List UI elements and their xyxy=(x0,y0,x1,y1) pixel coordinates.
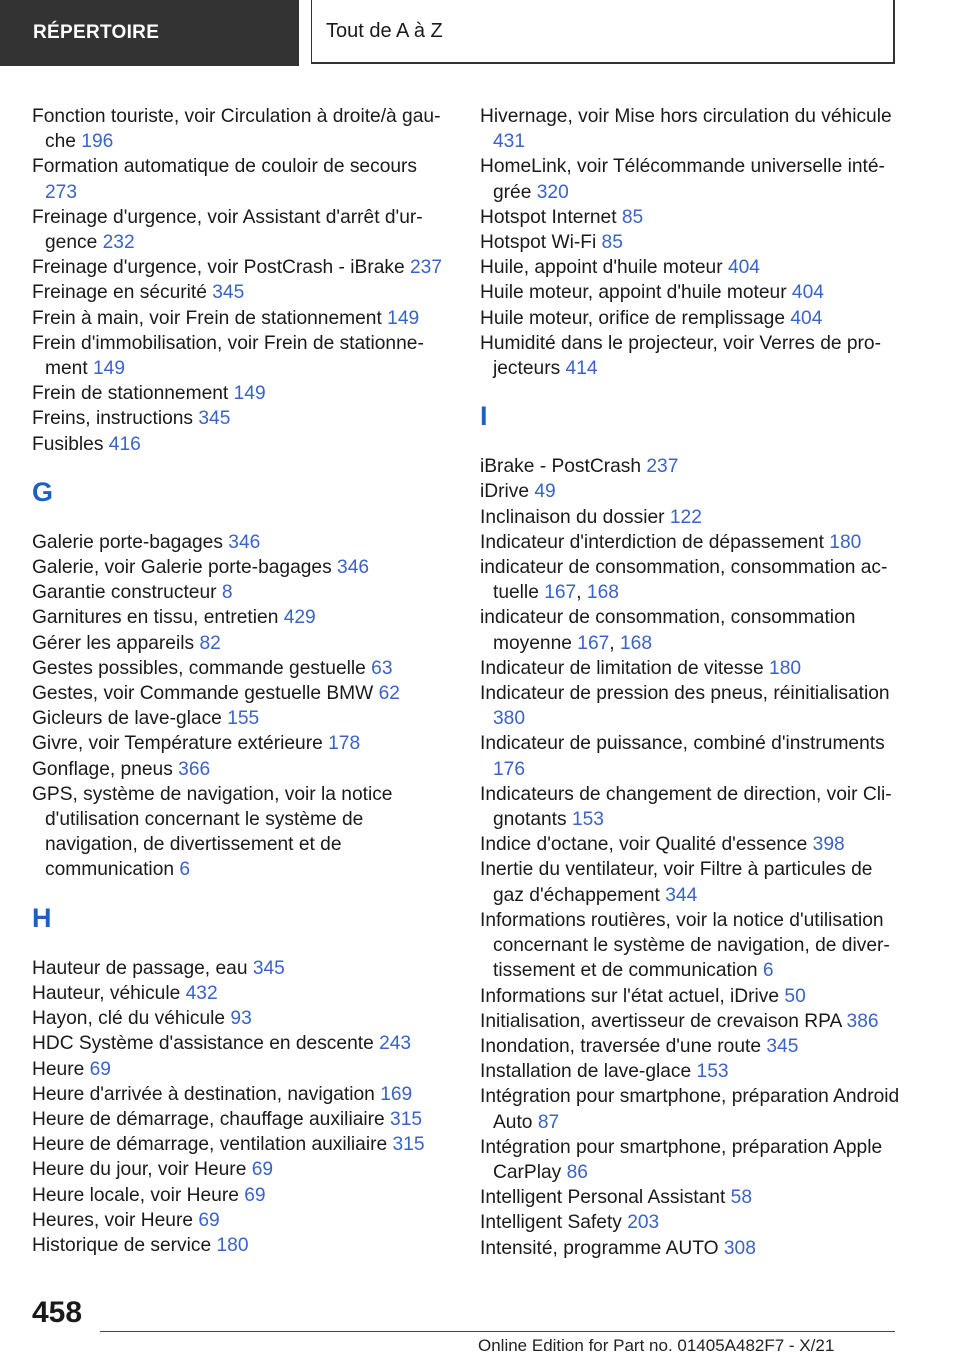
index-entry xyxy=(480,1210,900,1235)
page-link[interactable]: 168 xyxy=(619,632,652,654)
page-link[interactable]: 345 xyxy=(252,957,285,979)
index-entry xyxy=(480,1009,900,1034)
index-entry xyxy=(480,731,900,781)
page-link[interactable]: 63 xyxy=(371,657,393,679)
index-entry-text: Fonction touriste, voir Circulation à droite/à gauche xyxy=(32,106,441,153)
page-link[interactable]: 69 xyxy=(244,1184,266,1206)
page-link[interactable]: 416 xyxy=(108,433,141,455)
page-number: 458 xyxy=(32,1296,83,1329)
index-entry xyxy=(32,381,447,406)
page-link[interactable]: 6 xyxy=(179,859,191,881)
index-entry-text: Frein de stationnement xyxy=(32,383,229,405)
index-entry xyxy=(480,154,900,204)
index-entry-text: Formation automatique de couloir de secours xyxy=(32,156,418,178)
page-link[interactable]: 180 xyxy=(216,1234,249,1256)
index-entry xyxy=(32,555,447,580)
index-entry-text: Galerie, voir Galerie porte-bagages xyxy=(32,557,332,579)
page-link[interactable]: 346 xyxy=(228,531,261,553)
index-entry-text: Gérer les appareils xyxy=(32,632,195,654)
page-link[interactable]: 243 xyxy=(379,1033,412,1055)
index-entry xyxy=(480,1236,900,1261)
index-letter-heading: G xyxy=(32,476,54,507)
index-entry-text: Freinage en sécurité xyxy=(32,282,207,304)
index-entry xyxy=(32,331,447,381)
page-link[interactable]: 62 xyxy=(378,683,400,705)
page-link[interactable]: 69 xyxy=(89,1058,111,1080)
page-link[interactable]: 169 xyxy=(380,1083,413,1105)
index-entry-text: Galerie porte-bagages xyxy=(32,531,223,553)
page-separator: , xyxy=(576,582,582,604)
index-entry xyxy=(32,406,447,431)
index-entry xyxy=(480,1084,900,1134)
index-entry-text: Frein à main, voir Frein de stationnement xyxy=(32,307,382,329)
index-entry-text: Heure de démarrage, ventilation auxiliaire xyxy=(32,1134,388,1156)
index-entry-text: Informations sur l'état actuel, iDrive xyxy=(480,985,780,1007)
page-link[interactable]: 167 xyxy=(544,582,577,604)
index-entry xyxy=(32,757,447,782)
index-entry-text: Hauteur, véhicule xyxy=(32,982,181,1004)
page-link[interactable]: 85 xyxy=(621,206,644,228)
index-column-left xyxy=(32,104,447,1258)
page-link[interactable]: 346 xyxy=(337,557,370,579)
index-entry-text: Inondation, traversée d'une route xyxy=(480,1035,762,1057)
index-entry xyxy=(32,1233,447,1258)
page-link[interactable]: 155 xyxy=(227,708,260,730)
index-column-right xyxy=(480,104,900,1261)
index-entry-text: Huile moteur, orifice de remplissage xyxy=(480,307,786,329)
page-link[interactable]: 404 xyxy=(790,307,823,329)
index-entry-text: Humidité dans le projecteur, voir Verres de projecteurs xyxy=(480,332,881,380)
page-link[interactable]: 196 xyxy=(81,131,114,153)
index-entry-text: Fusibles xyxy=(32,433,104,455)
page-link[interactable]: 386 xyxy=(846,1010,879,1032)
index-entry-text: Frein d'immobilisation, voir Frein de stationnement xyxy=(32,332,424,380)
index-entry xyxy=(480,280,900,305)
page-separator: , xyxy=(609,632,615,654)
page-link[interactable]: 149 xyxy=(387,307,420,329)
index-entry xyxy=(480,479,900,504)
index-entry-text: Heures, voir Heure xyxy=(32,1209,194,1231)
page-link[interactable]: 153 xyxy=(696,1061,729,1083)
index-entry-text: indicateur de consommation, consommation actuelle xyxy=(480,557,888,604)
index-entry-text: Hotspot Wi-Fi xyxy=(480,232,597,254)
page-link[interactable]: 273 xyxy=(45,181,78,203)
index-entry xyxy=(480,306,900,331)
page-link[interactable]: 237 xyxy=(646,456,679,478)
index-entry-text: Freinage d'urgence, voir Assistant d'arrêt d'urgence xyxy=(32,206,423,254)
page-link[interactable]: 168 xyxy=(586,582,619,604)
page-link[interactable]: 237 xyxy=(410,257,443,279)
index-entry xyxy=(32,1057,447,1082)
index-entry xyxy=(480,605,900,655)
index-entry-text: Installation de lave-glace xyxy=(480,1061,692,1083)
index-entry-text: indicateur de consommation, consommation moyenne xyxy=(480,607,856,654)
index-entry xyxy=(32,530,447,555)
index-entry xyxy=(32,255,447,280)
index-entry-text: Informations routières, voir la notice d'utilisation concernant le système de navigation, de divertissement et de communication xyxy=(480,909,890,982)
index-entry xyxy=(480,331,900,381)
page-link[interactable]: 178 xyxy=(328,733,361,755)
index-entry-text: Hauteur de passage, eau xyxy=(32,957,248,979)
index-entry xyxy=(480,454,900,479)
page-link[interactable]: 58 xyxy=(730,1187,753,1209)
page-link[interactable]: 320 xyxy=(536,181,569,203)
index-entry xyxy=(32,432,447,457)
index-entry xyxy=(480,1034,900,1059)
page-link[interactable]: 344 xyxy=(665,884,698,906)
footer-edition-text: Online Edition for Part no. 01405A482F7 - X/21 xyxy=(478,1336,835,1355)
index-letter-heading: I xyxy=(480,401,488,432)
page-link[interactable]: 8 xyxy=(221,582,233,604)
page-link[interactable]: 429 xyxy=(283,607,316,629)
index-entry xyxy=(32,956,447,981)
page-link[interactable]: 85 xyxy=(601,232,623,254)
index-entry xyxy=(480,656,900,681)
index-entry xyxy=(32,104,447,154)
page-link[interactable]: 180 xyxy=(829,531,862,553)
index-entry xyxy=(32,154,447,204)
index-entry xyxy=(32,981,447,1006)
index-entry-text: Heure du jour, voir Heure xyxy=(32,1159,247,1181)
page-link[interactable]: 122 xyxy=(669,506,702,528)
page-link[interactable]: 69 xyxy=(251,1159,274,1181)
index-entry-text: Freins, instructions xyxy=(32,408,194,430)
index-entry xyxy=(32,205,447,255)
page-link[interactable]: 49 xyxy=(534,481,556,503)
index-entry-text: iDrive xyxy=(480,481,530,503)
page-link[interactable]: 398 xyxy=(812,834,845,856)
page-link[interactable]: 149 xyxy=(93,358,126,380)
index-entry-text: Huile moteur, appoint d'huile moteur xyxy=(480,282,787,304)
index-entry-text: Indicateurs de changement de direction, voir Clignotants xyxy=(480,783,892,831)
index-entry xyxy=(32,1082,447,1107)
index-entry xyxy=(480,1185,900,1210)
index-entry-text: Heure locale, voir Heure xyxy=(32,1184,239,1206)
page-link[interactable]: 345 xyxy=(198,408,231,430)
page-link[interactable]: 82 xyxy=(199,632,221,654)
page-link[interactable]: 176 xyxy=(493,758,526,780)
index-entry xyxy=(32,1132,447,1157)
page-link[interactable]: 308 xyxy=(723,1237,756,1259)
index-entry xyxy=(480,230,900,255)
page-link[interactable]: 167 xyxy=(577,632,610,654)
index-entry-text: Indicateur de limitation de vitesse xyxy=(480,657,764,679)
page-link[interactable]: 93 xyxy=(230,1008,252,1030)
index-entry-text: Heure de démarrage, chauffage auxiliaire xyxy=(32,1108,385,1130)
page-link[interactable]: 87 xyxy=(537,1111,560,1133)
index-entry xyxy=(480,104,900,154)
index-entry-text: Hivernage, voir Mise hors circulation du véhicule xyxy=(480,106,892,127)
index-entry-text: iBrake - PostCrash xyxy=(480,456,642,478)
index-entry-text: Intégration pour smartphone, préparation Apple CarPlay xyxy=(480,1136,883,1183)
index-entry-text: Inertie du ventilateur, voir Filtre à particules de gaz d'échappement xyxy=(480,859,873,906)
index-entry xyxy=(32,631,447,656)
index-entry xyxy=(32,1031,447,1056)
index-entry-text: HomeLink, voir Télécommande universelle intégrée xyxy=(480,156,885,203)
index-entry xyxy=(32,1107,447,1132)
page-link[interactable]: 315 xyxy=(392,1134,425,1156)
page-link[interactable]: 232 xyxy=(102,232,135,254)
index-entry xyxy=(32,306,447,331)
page-link[interactable]: 69 xyxy=(198,1209,220,1231)
page-link[interactable]: 50 xyxy=(784,985,806,1007)
page-link[interactable]: 431 xyxy=(493,131,526,153)
chapter-title-tab[interactable]: Tout de A à Z xyxy=(311,0,895,64)
page-link[interactable]: 315 xyxy=(390,1108,423,1130)
page-link[interactable]: 153 xyxy=(571,809,604,831)
page-link[interactable]: 86 xyxy=(566,1161,588,1183)
index-entry-text: Hotspot Internet xyxy=(480,206,617,228)
page-link[interactable]: 380 xyxy=(493,708,526,730)
page-link[interactable]: 345 xyxy=(212,282,245,304)
page-link[interactable]: 366 xyxy=(178,758,211,780)
index-entry-text: Heure xyxy=(32,1058,85,1080)
page-link[interactable]: 404 xyxy=(727,257,760,279)
index-entry xyxy=(480,782,900,832)
page-link[interactable]: 432 xyxy=(185,982,218,1004)
index-entry xyxy=(32,605,447,630)
index-entry xyxy=(480,857,900,907)
index-entry-text: Gonflage, pneus xyxy=(32,758,173,780)
page-link[interactable]: 414 xyxy=(565,358,598,380)
index-entry xyxy=(480,205,900,230)
index-entry xyxy=(480,255,900,280)
index-entry-text: Hayon, clé du véhicule xyxy=(32,1008,226,1030)
footer-divider xyxy=(100,1331,895,1332)
index-entry-text: Givre, voir Température extérieure xyxy=(32,733,323,755)
index-entry xyxy=(32,1208,447,1233)
index-entry-text: Gestes, voir Commande gestuelle BMW xyxy=(32,683,374,705)
index-entry-text: HDC Système d'assistance en descente xyxy=(32,1033,374,1055)
index-entry-text: Garantie constructeur xyxy=(32,582,217,604)
index-entry xyxy=(32,1157,447,1182)
page-link[interactable]: 6 xyxy=(762,960,774,982)
index-entry-text: Freinage d'urgence, voir PostCrash - iBrake xyxy=(32,257,405,279)
index-entry xyxy=(480,1135,900,1185)
index-entry xyxy=(480,984,900,1009)
index-entry-text: Initialisation, avertisseur de crevaison RPA xyxy=(480,1010,842,1032)
index-entry xyxy=(480,530,900,555)
index-entry-text: Indicateur de puissance, combiné d'instruments xyxy=(480,733,885,755)
index-entry xyxy=(480,505,900,530)
index-entry xyxy=(32,1006,447,1031)
index-entry xyxy=(32,782,447,883)
index-entry-text: Gicleurs de lave-glace xyxy=(32,708,222,730)
index-entry xyxy=(32,1183,447,1208)
index-entry-text: Indicateur de pression des pneus, réinitialisation xyxy=(480,683,890,705)
index-entry xyxy=(480,1059,900,1084)
index-entry xyxy=(32,656,447,681)
index-entry-text: Garnitures en tissu, entretien xyxy=(32,607,279,629)
index-entry-text: Gestes possibles, commande gestuelle xyxy=(32,657,366,679)
index-entry-text: GPS, système de navigation, voir la notice d'utilisation concernant le système de navigation, de divertissement et de communication xyxy=(32,783,393,881)
section-tab[interactable]: RÉPERTOIRE xyxy=(0,0,299,66)
index-letter-heading: H xyxy=(32,902,52,933)
page-link[interactable]: 345 xyxy=(766,1035,799,1057)
index-entry xyxy=(32,706,447,731)
index-entry-text: Inclinaison du dossier xyxy=(480,506,665,528)
index-entry-text: Indice d'octane, voir Qualité d'essence xyxy=(480,834,808,856)
index-entry xyxy=(480,832,900,857)
index-entry xyxy=(480,908,900,984)
index-entry-text: Intensité, programme AUTO xyxy=(480,1237,719,1259)
page-link[interactable]: 404 xyxy=(791,282,824,304)
index-entry-text: Huile, appoint d'huile moteur xyxy=(480,257,723,279)
page-link[interactable]: 149 xyxy=(233,383,266,405)
index-entry-text: Indicateur d'interdiction de dépassement xyxy=(480,531,824,553)
page-link[interactable]: 180 xyxy=(769,657,802,679)
index-entry xyxy=(32,580,447,605)
index-entry xyxy=(32,280,447,305)
page-link[interactable]: 203 xyxy=(627,1212,660,1234)
index-entry xyxy=(32,681,447,706)
index-entry-text: Heure d'arrivée à destination, navigation xyxy=(32,1083,375,1105)
index-entry-text: Intelligent Personal Assistant xyxy=(480,1187,726,1209)
index-entry xyxy=(480,555,900,605)
index-entry xyxy=(480,681,900,731)
index-entry-text: Intégration pour smartphone, préparation Android Auto xyxy=(480,1086,900,1133)
page-header xyxy=(0,0,960,66)
index-entry-text: Intelligent Safety xyxy=(480,1212,622,1234)
index-entry xyxy=(32,731,447,756)
index-entry-text: Historique de service xyxy=(32,1234,212,1256)
